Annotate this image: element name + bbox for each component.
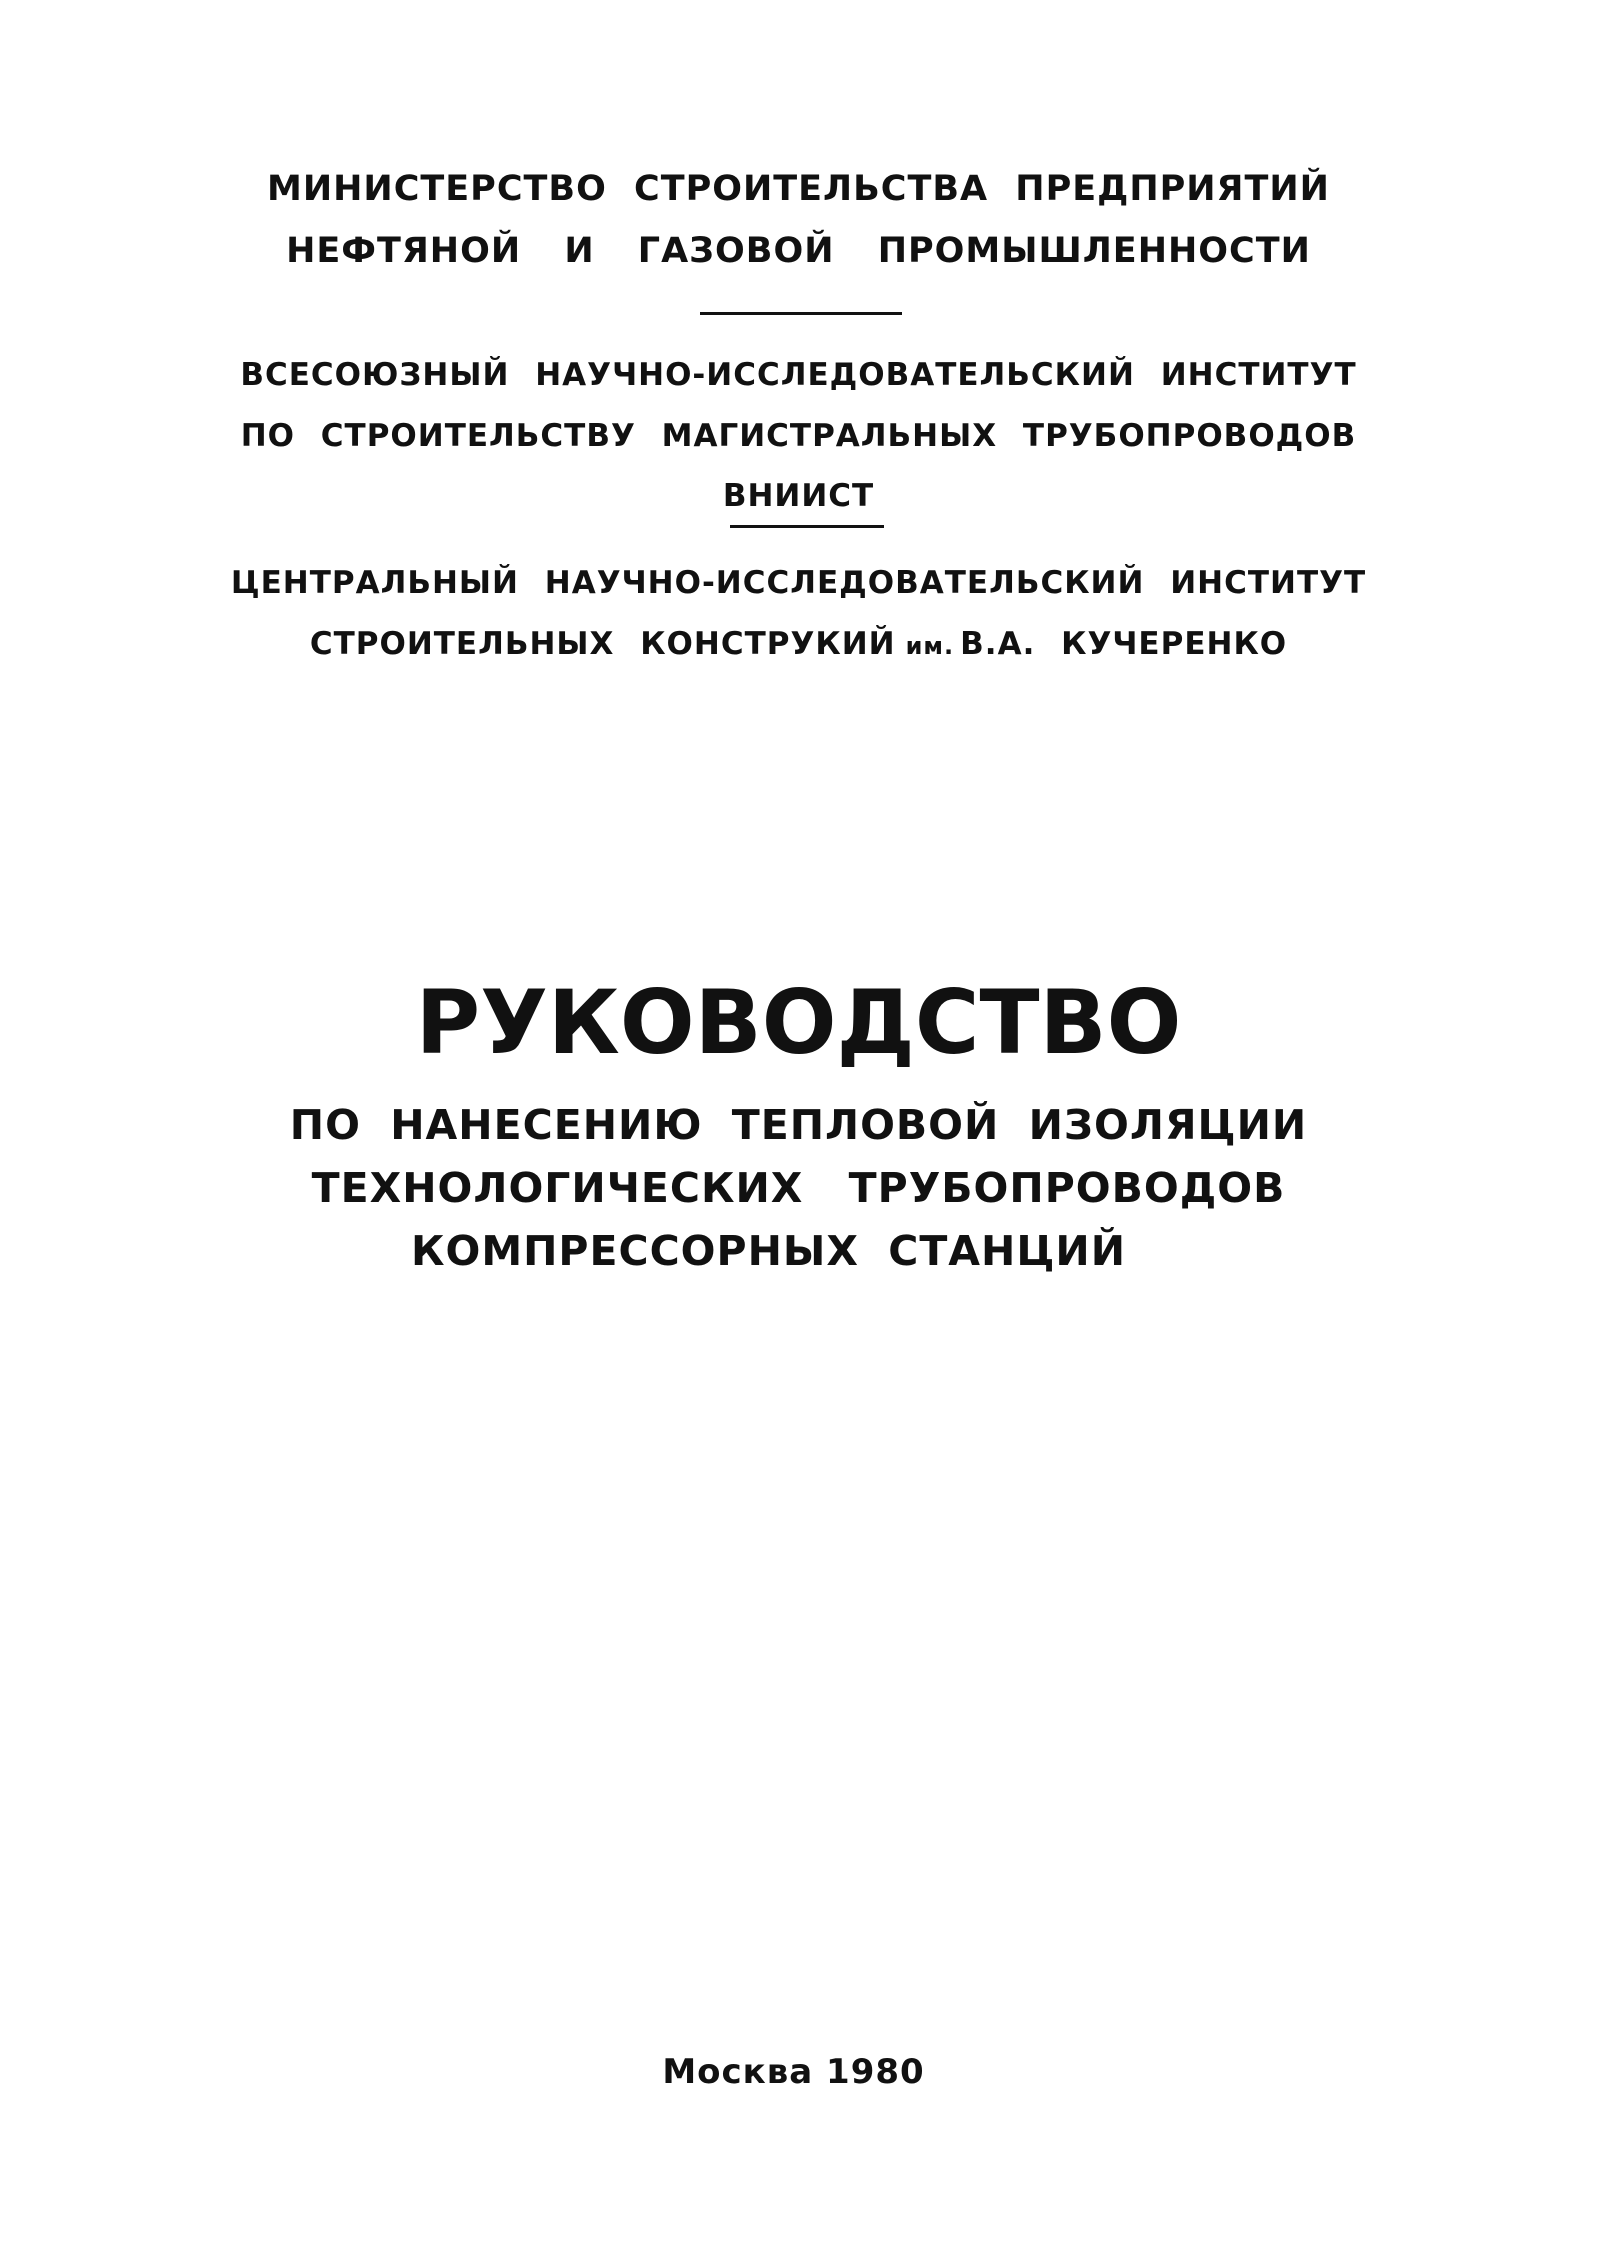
tsniisk-namesake: В.А. КУЧЕРЕНКО [960,626,1288,662]
subtitle-line-3: КОМПРЕССОРНЫХ СТАНЦИЙ [410,1227,1127,1275]
divider-rule-1 [700,312,902,315]
tsniisk-im-label: им. [905,632,955,660]
vniist-line-1: ВСЕСОЮЗНЫЙ НАУЧНО-ИССЛЕДОВАТЕЛЬСКИЙ ИНСТИТУТ [240,357,1357,393]
vniist-abbr-block [0,468,1597,524]
vniist-abbreviation: ВНИИСТ [722,478,875,514]
tsniisk-line-2-main: СТРОИТЕЛЬНЫХ КОНСТРУКИЙ [309,626,896,662]
subtitle-line-2: ТЕХНОЛОГИЧЕСКИХ ТРУБОПРОВОДОВ [311,1164,1286,1212]
document-title: РУКОВОДСТВО [415,971,1182,1074]
tsniisk-heading [0,553,1597,677]
tsniisk-line-2 [0,614,1597,677]
divider-rule-2 [730,525,884,528]
tsniisk-line-1: ЦЕНТРАЛЬНЫЙ НАУЧНО-ИССЛЕДОВАТЕЛЬСКИЙ ИНСТИТУТ [230,565,1367,601]
vniist-heading [0,345,1597,467]
title-block [0,973,1597,1073]
imprint-block [0,2052,1597,2092]
vniist-line-2: ПО СТРОИТЕЛЬСТВУ МАГИСТРАЛЬНЫХ ТРУБОПРОВОДОВ [240,418,1357,454]
ministry-line-1: МИНИСТЕРСТВО СТРОИТЕЛЬСТВА ПРЕДПРИЯТИЙ [267,169,1330,209]
ministry-line-2: НЕФТЯНОЙ И ГАЗОВОЙ ПРОМЫШЛЕННОСТИ [286,231,1311,271]
imprint-city-year: Москва 1980 [662,2052,925,2092]
subtitle-block [0,1094,1597,1283]
subtitle-line-1: ПО НАНЕСЕНИЮ ТЕПЛОВОЙ ИЗОЛЯЦИИ [289,1101,1308,1149]
ministry-heading [0,158,1597,282]
